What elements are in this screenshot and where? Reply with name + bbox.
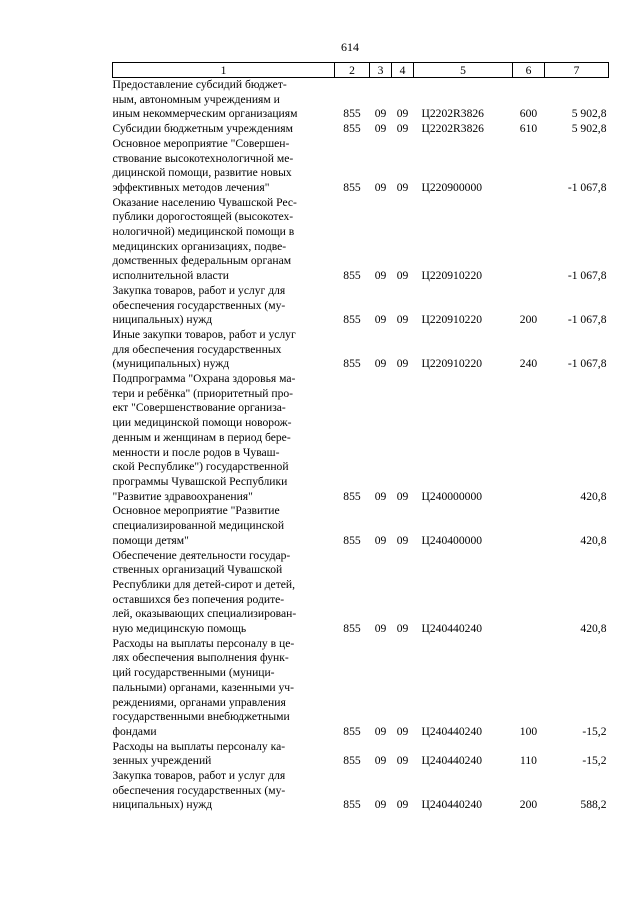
row-expense-type: 240	[519, 357, 538, 371]
description-line: исполнительной власти	[112, 269, 229, 283]
row-expense-type: 610	[519, 122, 538, 136]
row-subsection-code: 09	[396, 107, 409, 121]
row-section-code: 09	[374, 107, 387, 121]
row-amount: 5 902,8	[571, 107, 607, 121]
description-line: "Развитие здравоохранения"	[112, 489, 253, 503]
row-target-article: Ц240440240	[421, 724, 483, 738]
table-row	[113, 740, 609, 769]
table-row	[113, 769, 609, 813]
table-row	[113, 372, 609, 504]
row-subsection-code: 09	[396, 798, 409, 812]
row-description	[113, 740, 335, 769]
description-line: помощи детям"	[112, 533, 189, 547]
row-amount: 588,2	[580, 798, 607, 812]
row-section-code: 09	[374, 533, 387, 547]
row-target-article: Ц240400000	[421, 533, 483, 547]
table-row	[113, 328, 609, 372]
row-section-code: 09	[374, 754, 387, 768]
row-description	[113, 637, 335, 740]
description-line: нологичной) медицинской помощи в	[112, 225, 295, 239]
description-line: ную медицинскую помощь	[112, 622, 247, 636]
row-ministry-code: 855	[343, 622, 361, 636]
row-description	[113, 122, 335, 137]
description-line: эффективных методов лечения"	[112, 180, 270, 194]
header-col-4: 4	[392, 63, 414, 78]
row-description	[113, 137, 335, 196]
header-col-5: 5	[414, 63, 513, 78]
row-ministry-code: 855	[343, 107, 361, 121]
description-line: фондами	[112, 724, 157, 738]
description-line: обеспечения государственных (му-	[112, 298, 286, 312]
row-subsection-code: 09	[396, 180, 409, 194]
row-amount: 5 902,8	[571, 122, 607, 136]
description-line: ствование высокотехнологичной ме-	[112, 151, 294, 165]
row-section-code: 09	[374, 357, 387, 371]
description-line: Подпрограмма "Охрана здоровья ма-	[112, 372, 296, 386]
description-line: ект "Совершенствование организа-	[112, 401, 286, 415]
row-target-article: Ц220910220	[421, 313, 483, 327]
description-line: специализированной медицинской	[112, 519, 285, 533]
row-section-code: 09	[374, 122, 387, 136]
row-expense-type	[513, 504, 545, 548]
row-description	[113, 328, 335, 372]
description-line: медицинских организациях, подве-	[112, 239, 287, 253]
description-line: Субсидии бюджетным учреждениям	[112, 122, 293, 136]
row-expense-type	[513, 137, 545, 196]
description-line: Расходы на выплаты персоналу ка-	[112, 739, 286, 753]
description-line: обеспечения государственных (му-	[112, 783, 286, 797]
row-ministry-code: 855	[343, 357, 361, 371]
row-section-code: 09	[374, 798, 387, 812]
description-line: дицинской помощи, развитие новых	[112, 166, 292, 180]
row-target-article: Ц240440240	[421, 622, 483, 636]
row-description	[113, 769, 335, 813]
row-target-article: Ц2202R3826	[421, 107, 484, 121]
header-col-1: 1	[113, 63, 335, 78]
description-line: денным и женщинам в период бере-	[112, 430, 291, 444]
description-line: зенных учреждений	[112, 754, 212, 768]
row-expense-type	[513, 549, 545, 637]
row-ministry-code: 855	[343, 533, 361, 547]
row-ministry-code: 855	[343, 724, 361, 738]
description-line: Обеспечение деятельности государ-	[112, 548, 291, 562]
row-subsection-code: 09	[396, 533, 409, 547]
row-amount: 420,8	[580, 533, 607, 547]
row-description	[113, 504, 335, 548]
description-line: ниципальных) нужд	[112, 798, 213, 812]
description-line: публики дорогостоящей (высокотех-	[112, 210, 294, 224]
table-row	[113, 78, 609, 123]
row-target-article: Ц220910220	[421, 269, 483, 283]
description-line: ниципальных) нужд	[112, 313, 213, 327]
row-ministry-code: 855	[343, 269, 361, 283]
description-line: Основное мероприятие "Развитие	[112, 504, 280, 518]
description-line: Оказание населению Чувашской Рес-	[112, 195, 297, 209]
page-number: 614	[341, 40, 359, 54]
row-description	[113, 372, 335, 504]
header-col-6: 6	[513, 63, 545, 78]
row-ministry-code: 855	[343, 180, 361, 194]
table-row	[113, 196, 609, 284]
row-expense-type	[513, 372, 545, 504]
row-section-code: 09	[374, 269, 387, 283]
table-row	[113, 122, 609, 137]
description-line: ской Республике") государственной	[112, 460, 289, 474]
row-subsection-code: 09	[396, 357, 409, 371]
row-amount: -1 067,8	[567, 180, 607, 194]
description-line: тери и ребёнка" (приоритетный про-	[112, 386, 294, 400]
row-subsection-code: 09	[396, 313, 409, 327]
description-line: лей, оказывающих специализирован-	[112, 607, 297, 621]
description-line: Иные закупки товаров, работ и услуг	[112, 327, 296, 341]
row-description	[113, 549, 335, 637]
row-expense-type: 100	[519, 724, 538, 738]
description-line: ственных организаций Чувашской	[112, 563, 283, 577]
description-line: программы Чувашской Республики	[112, 474, 288, 488]
row-amount: -15,2	[582, 724, 607, 738]
row-section-code: 09	[374, 724, 387, 738]
table-body	[113, 78, 609, 814]
table-row	[113, 637, 609, 740]
description-line: (муниципальных) нужд	[112, 357, 230, 371]
row-expense-type: 200	[519, 798, 538, 812]
description-line: пальными) органами, казенными уч-	[112, 680, 294, 694]
table-row	[113, 504, 609, 548]
description-line: государственными внебюджетными	[112, 710, 290, 724]
row-expense-type: 110	[520, 754, 537, 768]
row-subsection-code: 09	[396, 622, 409, 636]
row-ministry-code: 855	[343, 489, 361, 503]
description-line: Закупка товаров, работ и услуг для	[112, 283, 286, 297]
row-subsection-code: 09	[396, 489, 409, 503]
description-line: Основное мероприятие "Совершен-	[112, 136, 290, 150]
header-col-7: 7	[545, 63, 609, 78]
description-line: менности и после родов в Чуваш-	[112, 445, 280, 459]
row-subsection-code: 09	[396, 754, 409, 768]
header-col-2: 2	[335, 63, 370, 78]
row-subsection-code: 09	[396, 269, 409, 283]
row-amount: -15,2	[582, 754, 607, 768]
row-subsection-code: 09	[396, 122, 409, 136]
header-col-3: 3	[370, 63, 392, 78]
row-description	[113, 196, 335, 284]
table-row	[113, 549, 609, 637]
row-subsection-code: 09	[396, 724, 409, 738]
header-row	[113, 63, 609, 78]
description-line: Предоставление субсидий бюджет-	[112, 78, 287, 91]
description-line: ции медицинской помощи новорож-	[112, 416, 292, 430]
row-expense-type: 600	[519, 107, 538, 121]
row-target-article: Ц240000000	[421, 489, 483, 503]
description-line: ным, автономным учреждениям и	[112, 92, 280, 106]
description-line: реждениями, органами управления	[112, 695, 286, 709]
row-target-article: Ц2202R3826	[421, 122, 484, 136]
row-amount: 420,8	[580, 622, 607, 636]
row-ministry-code: 855	[343, 754, 361, 768]
row-ministry-code: 855	[343, 122, 361, 136]
row-target-article: Ц240440240	[421, 798, 483, 812]
description-line: ций государственными (муници-	[112, 666, 275, 680]
row-section-code: 09	[374, 622, 387, 636]
row-ministry-code: 855	[343, 798, 361, 812]
row-target-article: Ц220900000	[421, 180, 483, 194]
description-line: оставшихся без попечения родите-	[112, 592, 285, 606]
row-amount: -1 067,8	[567, 313, 607, 327]
row-section-code: 09	[374, 180, 387, 194]
row-amount: 420,8	[580, 489, 607, 503]
description-line: Республики для детей-сирот и детей,	[112, 577, 296, 591]
row-description	[113, 284, 335, 328]
row-amount: -1 067,8	[567, 357, 607, 371]
budget-table	[112, 62, 609, 813]
row-expense-type	[513, 196, 545, 284]
row-expense-type: 200	[519, 313, 538, 327]
table-row	[113, 284, 609, 328]
description-line: Расходы на выплаты персоналу в це-	[112, 636, 295, 650]
row-section-code: 09	[374, 489, 387, 503]
description-line: лях обеспечения выполнения функ-	[112, 651, 289, 665]
row-target-article: Ц220910220	[421, 357, 483, 371]
table-row	[113, 137, 609, 196]
row-description	[113, 78, 335, 123]
description-line: для обеспечения государственных	[112, 342, 282, 356]
description-line: иным некоммерческим организациям	[112, 107, 298, 121]
row-section-code: 09	[374, 313, 387, 327]
row-ministry-code: 855	[343, 313, 361, 327]
row-amount: -1 067,8	[567, 269, 607, 283]
row-target-article: Ц240440240	[421, 754, 483, 768]
description-line: Закупка товаров, работ и услуг для	[112, 769, 286, 783]
description-line: домственных федеральным органам	[112, 254, 292, 268]
